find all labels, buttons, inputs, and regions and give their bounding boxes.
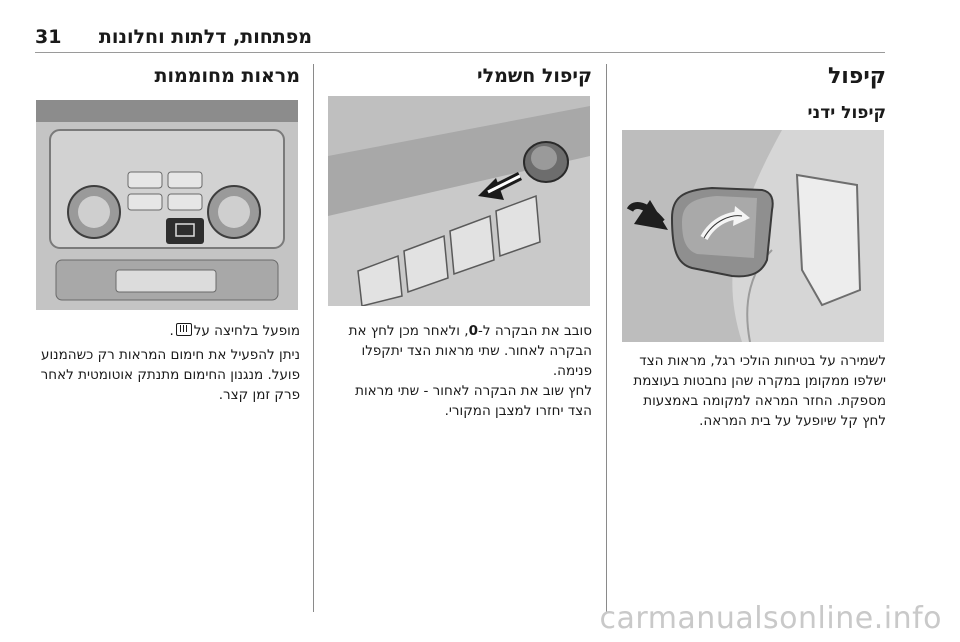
climate-control-panel-illustration — [36, 100, 298, 310]
heated-mirrors-activation-text: מופעל בלחיצה על. — [169, 323, 300, 339]
heated-mirrors-info-text: ניתן להפעיל את חימום המראות רק כשהמנוע פועל. מנגנון החימום מתנתק אוטומטית לאחר פרק זמן קצר. — [40, 347, 300, 403]
rear-window-defrost-icon — [176, 323, 192, 336]
watermark: carmanualsonline.info — [599, 601, 942, 636]
subheading-manual-folding: קיפול ידני — [807, 103, 886, 123]
header-rule — [35, 52, 885, 53]
manual-folding-text: לשמירה על בטיחות הולכי רגל, מראות הצד ישלפו ממקומן במקרה שהן נחבטות בעוצמת מספקת. החזר המראה למקומה באמצעות לחץ קל שיופעל על בית המראה. — [633, 353, 886, 429]
section-heading-folding: קיפול — [827, 64, 886, 89]
section-heading-heated-mirrors: מראות מחוממות — [154, 65, 300, 87]
column-divider — [606, 64, 607, 612]
electric-folding-text-1: סובב את הבקרה ל-0, ולאחר מכן לחץ את הבקרה לאחור. שתי מראות הצד יתקפלו פנימה. — [348, 323, 592, 379]
left-column — [34, 62, 300, 90]
electric-folding-text-2: לחץ שוב את הבקרה לאחור - שתי מראות הצד יחזרו למצבן המקורי. — [355, 383, 592, 419]
mirror-control-switch-illustration — [328, 96, 590, 306]
right-column — [620, 62, 886, 126]
chapter-title: מפתחות, דלתות וחלונות — [98, 26, 312, 48]
middle-column — [326, 62, 592, 90]
section-heading-electric-folding: קיפול חשמלי — [476, 65, 592, 87]
column-divider — [313, 64, 314, 612]
manual-fold-mirror-illustration — [622, 130, 884, 342]
page-number: 31 — [35, 26, 62, 48]
